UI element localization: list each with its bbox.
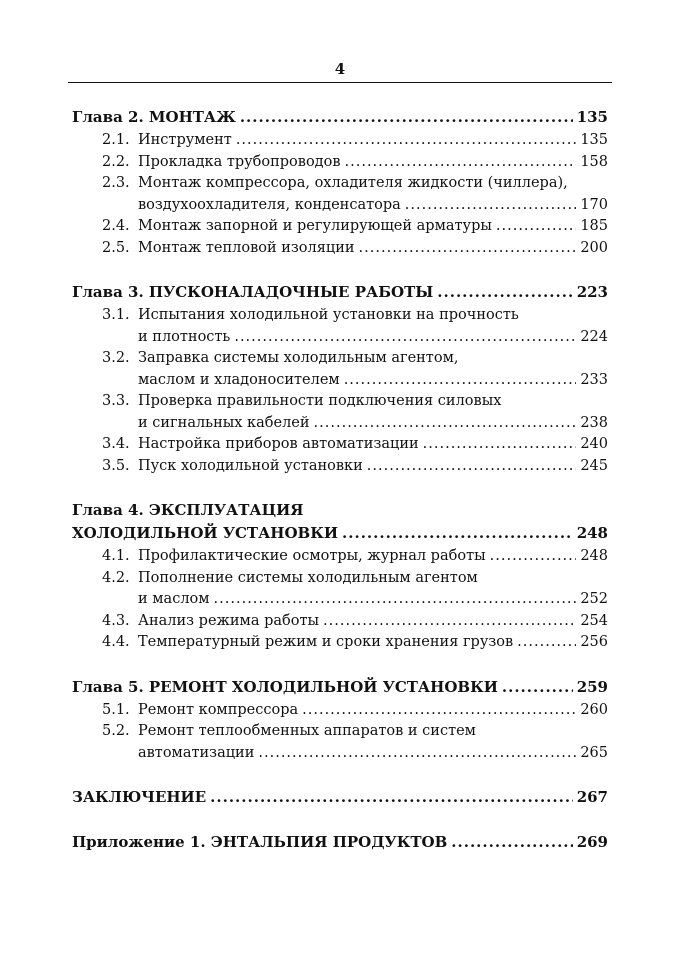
section-title: Прокладка трубопроводов — [138, 153, 341, 170]
dot-leader — [405, 195, 577, 217]
dot-leader — [240, 106, 573, 129]
chapter-heading — [72, 676, 608, 699]
section-page: 238 — [580, 414, 608, 431]
section-title-continued: и плотность — [138, 328, 231, 345]
toc-conclusion — [72, 786, 608, 809]
dot-leader — [437, 281, 572, 304]
toc-entry-line2 — [72, 327, 608, 349]
dot-leader — [490, 546, 577, 568]
section-page: 158 — [580, 153, 608, 170]
section-page: 260 — [580, 701, 608, 718]
dot-leader — [423, 434, 577, 456]
chapter-title-line1: Глава 4. ЭКСПЛУАТАЦИЯ — [72, 501, 304, 519]
toc-entry-line2 — [72, 589, 608, 611]
toc-entry — [72, 546, 608, 568]
section-title: Пуск холодильной установки — [138, 457, 363, 474]
dot-leader — [234, 327, 576, 349]
section-title: Температурный режим и сроки хранения грузов — [138, 634, 514, 650]
section-number: 5.1. — [102, 701, 130, 718]
section-title-continued: и маслом — [138, 591, 210, 607]
chapter-title-line2: ХОЛОДИЛЬНОЙ УСТАНОВКИ — [72, 524, 339, 542]
section-title: Испытания холодильной установки на прочность — [138, 307, 519, 323]
chapter-page: 259 — [576, 677, 608, 696]
section-number: 4.3. — [102, 612, 130, 629]
dot-leader — [345, 152, 577, 174]
section-page: 200 — [580, 239, 608, 256]
dot-leader — [302, 700, 576, 722]
section-number: 2.3. — [102, 175, 130, 191]
chapter-page: 267 — [576, 788, 608, 806]
section-number: 2.5. — [102, 239, 130, 256]
section-number: 3.3. — [102, 393, 130, 409]
chapter-page: 135 — [576, 108, 608, 126]
section-number: 2.2. — [102, 153, 130, 170]
dot-leader — [314, 413, 577, 435]
toc-entry-line1 — [72, 721, 608, 743]
section-title: Монтаж запорной и регулирующей арматуры — [138, 218, 492, 234]
section-page: 254 — [580, 612, 608, 629]
section-page: 233 — [580, 371, 608, 388]
chapter-page: 223 — [576, 283, 608, 301]
toc-entry — [72, 130, 608, 152]
dot-leader — [214, 589, 577, 611]
toc-entry-line2 — [72, 195, 608, 217]
toc-entry — [72, 456, 608, 478]
section-number: 2.1. — [102, 132, 130, 148]
dot-leader — [210, 786, 573, 809]
dot-leader — [342, 522, 573, 545]
section-page: 265 — [580, 744, 608, 761]
section-page: 185 — [580, 218, 608, 234]
table-of-contents — [72, 106, 608, 876]
section-title-continued: автоматизации — [138, 744, 255, 761]
toc-entry — [72, 216, 608, 238]
toc-entry — [72, 434, 608, 456]
toc-entry — [72, 632, 608, 654]
section-title: Анализ режима работы — [138, 612, 320, 629]
toc-entry-line2 — [72, 743, 608, 765]
chapter-heading — [72, 522, 608, 545]
dot-leader — [236, 130, 577, 152]
section-number: 2.4. — [102, 218, 130, 234]
section-page: 256 — [580, 634, 608, 650]
chapter-title: Приложение 1. ЭНТАЛЬПИЯ ПРОДУКТОВ — [72, 833, 448, 851]
toc-chapter-2 — [72, 106, 608, 259]
section-page: 224 — [580, 328, 608, 345]
chapter-heading — [72, 281, 608, 304]
toc-entry-line1 — [72, 173, 608, 195]
toc-chapter-4 — [72, 499, 608, 654]
page-number: 4 — [334, 60, 346, 78]
chapter-page: 269 — [576, 833, 608, 851]
section-title: Пополнение системы холодильным агентом — [138, 569, 478, 586]
section-number: 5.2. — [102, 723, 130, 739]
toc-entry-line1 — [72, 348, 608, 370]
toc-entry-line1 — [72, 568, 608, 590]
chapter-heading — [72, 106, 608, 129]
section-title: Монтаж тепловой изоляции — [138, 239, 355, 256]
toc-entry — [72, 152, 608, 174]
chapter-page: 248 — [576, 524, 608, 542]
section-title: Заправка системы холодильным агентом, — [138, 350, 459, 366]
section-page: 248 — [580, 548, 608, 564]
section-page: 170 — [580, 196, 608, 213]
dot-leader — [344, 370, 577, 392]
header-rule — [68, 82, 612, 83]
section-title: Профилактические осмотры, журнал работы — [138, 548, 486, 564]
dot-leader — [323, 611, 576, 633]
section-page: 252 — [580, 591, 608, 607]
toc-entry-line2 — [72, 413, 608, 435]
chapter-heading — [72, 831, 608, 854]
toc-chapter-3 — [72, 281, 608, 477]
section-title: Ремонт компрессора — [138, 701, 299, 718]
dot-leader — [496, 216, 576, 238]
section-title: Проверка правильности подключения силовых — [138, 393, 502, 409]
section-title-continued: маслом и хладоносителем — [138, 371, 340, 388]
section-number: 4.1. — [102, 548, 130, 564]
toc-chapter-5 — [72, 676, 608, 765]
section-number: 4.2. — [102, 569, 130, 586]
section-number: 3.5. — [102, 457, 130, 474]
toc-entry-line1 — [72, 391, 608, 413]
toc-entry-line1 — [72, 305, 608, 327]
section-number: 4.4. — [102, 634, 130, 650]
section-title-continued: и сигнальных кабелей — [138, 414, 310, 431]
dot-leader — [258, 743, 576, 765]
section-number: 3.1. — [102, 307, 130, 323]
toc-appendix-1 — [72, 831, 608, 854]
section-number: 3.4. — [102, 436, 130, 452]
section-page: 135 — [580, 132, 608, 148]
chapter-heading — [72, 786, 608, 809]
toc-entry — [72, 700, 608, 722]
toc-entry — [72, 611, 608, 633]
section-title: Инструмент — [138, 132, 232, 148]
dot-leader — [451, 831, 572, 854]
section-page: 240 — [580, 436, 608, 452]
section-title: Монтаж компрессора, охладителя жидкости (чиллера), — [138, 175, 568, 191]
section-title: Настройка приборов автоматизации — [138, 436, 419, 452]
chapter-title: Глава 5. РЕМОНТ ХОЛОДИЛЬНОЙ УСТАНОВКИ — [72, 677, 498, 696]
section-title-continued: воздухоохладителя, конденсатора — [138, 196, 401, 213]
dot-leader — [367, 456, 577, 478]
toc-entry-line2 — [72, 370, 608, 392]
dot-leader — [517, 632, 576, 654]
chapter-title: ЗАКЛЮЧЕНИЕ — [72, 788, 207, 806]
toc-entry — [72, 238, 608, 260]
dot-leader — [502, 676, 573, 699]
dot-leader — [359, 238, 577, 260]
section-number: 3.2. — [102, 350, 130, 366]
chapter-title: Глава 2. МОНТАЖ — [72, 108, 236, 126]
section-title: Ремонт теплообменных аппаратов и систем — [138, 723, 476, 739]
section-page: 245 — [580, 457, 608, 474]
chapter-title: Глава 3. ПУСКОНАЛАДОЧНЫЕ РАБОТЫ — [72, 283, 434, 301]
